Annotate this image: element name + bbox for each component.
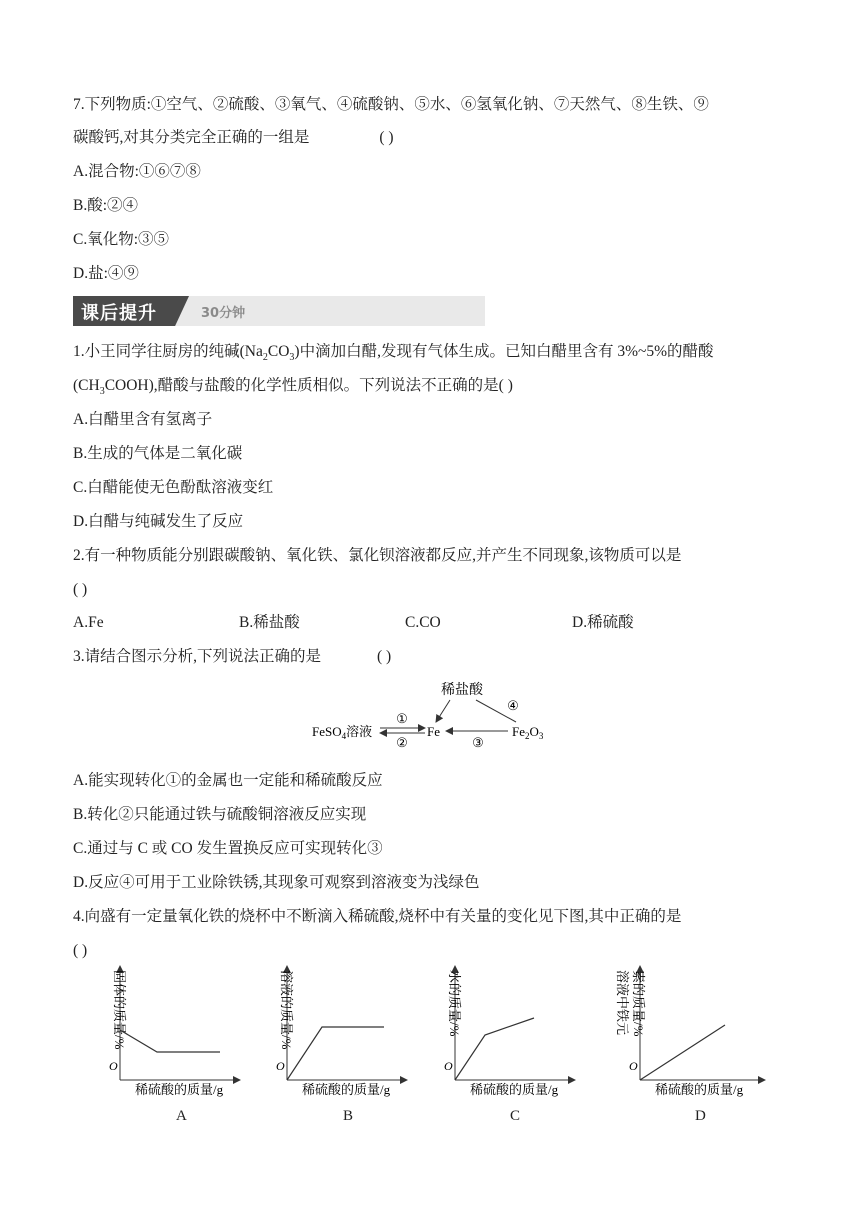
q1-stem-line2 — [73, 375, 513, 403]
banner-time: 30分钟 — [201, 306, 246, 321]
graph-b-letter: B — [343, 1108, 354, 1124]
q2-stem-line2: ( ) — [73, 581, 88, 598]
q3-answer-paren: ( ) — [377, 648, 392, 665]
q1-text-d: (CH — [73, 377, 100, 394]
graph-b — [262, 962, 422, 1102]
diagram-right-label: $Fe_2O_3$ — [512, 724, 544, 741]
graph-d-ylabel-2: 素的质量/% — [631, 970, 646, 1037]
q1-text-c: )中滴加白醋,发现有气体生成。已知白醋里含有 3%~5%的醋酸 — [294, 343, 714, 360]
graph-a-xlabel: 稀硫酸的质量/g — [135, 1082, 224, 1097]
q3-stem-text: 3.请结合图示分析,下列说法正确的是 — [73, 648, 322, 665]
graph-b-ylabel: 溶液的质量/% — [279, 970, 294, 1050]
q7-stem-line1: 7.下列物质:①空气、②硫酸、③氧气、④硫酸钠、⑤水、⑥氢氧化钠、⑦天然气、⑧生铁、⑨ — [73, 96, 709, 113]
q1-text-b: CO — [267, 343, 290, 360]
graph-c-origin: O — [444, 1059, 453, 1073]
graph-d-letter: D — [695, 1108, 706, 1124]
arrow-acid-fe — [436, 700, 450, 722]
q2-option-b: B.稀盐酸 — [239, 614, 300, 631]
q1-sub-b: 3 — [289, 352, 295, 364]
q1-option-a: A.白醋里含有氢离子 — [73, 411, 213, 428]
graph-c — [430, 962, 590, 1102]
graph-d-line — [640, 1025, 725, 1080]
arrow-4-label: ④ — [507, 698, 519, 713]
diagram-center-label: Fe — [427, 724, 440, 739]
q1-text-a: 1.小王同学往厨房的纯碱(Na — [73, 343, 263, 360]
q4-stem-line1: 4.向盛有一定量氧化铁的烧杯中不断滴入稀硫酸,烧杯中有关量的变化见下图,其中正确的是 — [73, 908, 682, 925]
q7-option-c: C.氧化物:③⑤ — [73, 231, 170, 248]
q4-stem-line2: ( ) — [73, 942, 88, 959]
graph-b-origin: O — [276, 1059, 285, 1073]
q7-answer-paren: ( ) — [379, 129, 394, 146]
q3-option-a: A.能实现转化①的金属也一定能和稀硫酸反应 — [73, 772, 383, 789]
q3-stem — [73, 646, 391, 668]
banner-title: 课后提升 — [81, 303, 157, 324]
q7-option-d: D.盐:④⑨ — [73, 265, 139, 282]
q1-option-d: D.白醋与纯碱发生了反应 — [73, 513, 244, 530]
arrow-2-label: ② — [396, 735, 408, 750]
graph-c-xlabel: 稀硫酸的质量/g — [470, 1082, 559, 1097]
q1-option-b: B.生成的气体是二氧化碳 — [73, 445, 243, 462]
section-banner — [73, 296, 485, 326]
q1-text-e: COOH),醋酸与盐酸的化学性质相似。下列说法不正确的是( ) — [104, 377, 513, 394]
arrow-3-label: ③ — [472, 735, 484, 750]
diagram-left-label: FeSO$_4$溶液 — [312, 724, 373, 741]
graph-a-ylabel: 固体的质量/% — [112, 970, 127, 1050]
graph-a-line — [120, 1030, 220, 1052]
graph-b-line — [287, 1027, 384, 1080]
graph-a-origin: O — [109, 1059, 118, 1073]
q1-sub-a: 2 — [262, 352, 268, 364]
q3-option-b: B.转化②只能通过铁与硫酸铜溶液反应实现 — [73, 806, 367, 823]
q1-stem-line1 — [73, 341, 714, 369]
graph-c-letter: C — [510, 1108, 521, 1124]
q2-option-d: D.稀硫酸 — [572, 614, 634, 631]
q2-option-c: C.CO — [405, 614, 441, 631]
q7-option-b: B.酸:②④ — [73, 197, 139, 214]
graph-d — [600, 962, 780, 1102]
q2-option-a: A.Fe — [73, 614, 104, 631]
graph-c-line — [455, 1018, 534, 1080]
reaction-diagram — [300, 678, 560, 754]
q1-option-c: C.白醋能使无色酚酞溶液变红 — [73, 479, 274, 496]
graph-a-letter: A — [176, 1108, 187, 1124]
graph-a — [95, 962, 255, 1102]
graph-c-ylabel: 水的质量/% — [447, 970, 462, 1037]
q3-option-d: D.反应④可用于工业除铁锈,其现象可观察到溶液变为浅绿色 — [73, 874, 480, 891]
graph-d-xlabel: 稀硫酸的质量/g — [655, 1082, 744, 1097]
q7-option-a: A.混合物:①⑥⑦⑧ — [73, 163, 201, 180]
graph-d-origin: O — [629, 1059, 638, 1073]
q7-stem-line2 — [73, 127, 394, 149]
q1-sub-c: 3 — [99, 386, 105, 398]
diagram-top-label: 稀盐酸 — [441, 683, 483, 698]
q3-option-c: C.通过与 C 或 CO 发生置换反应可实现转化③ — [73, 840, 383, 857]
q7-stem-text: 碳酸钙,对其分类完全正确的一组是 — [73, 129, 310, 146]
arrow-1-label: ① — [396, 711, 408, 726]
graph-b-xlabel: 稀硫酸的质量/g — [302, 1082, 391, 1097]
q2-stem-line1: 2.有一种物质能分别跟碳酸钠、氧化铁、氯化钡溶液都反应,并产生不同现象,该物质可以是 — [73, 547, 682, 564]
graph-d-ylabel-1: 溶液中铁元 — [615, 970, 630, 1036]
